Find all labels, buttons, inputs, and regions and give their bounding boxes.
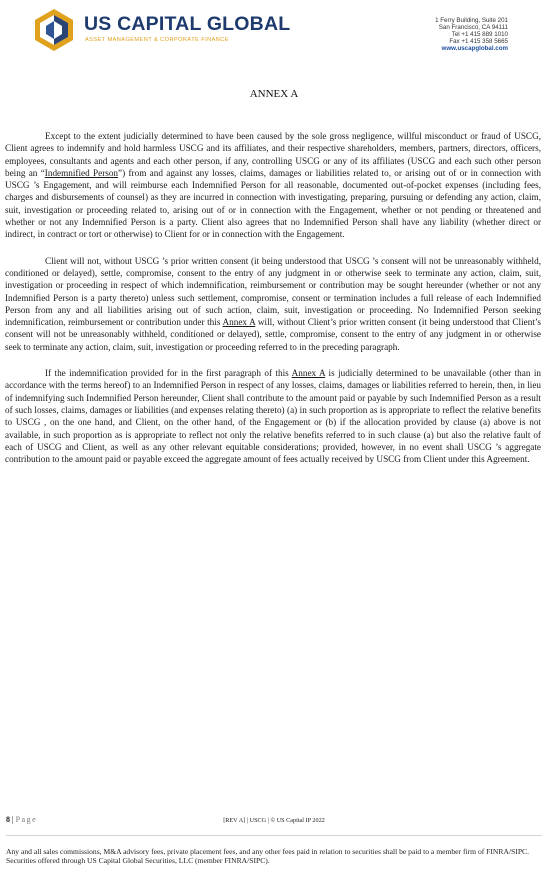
paragraph-text: ”) from and against any losses, claims, damages or liabilities related to, or arising out of or in connection with USCG ’s Engagement, and will reimburse each Indemnified Person for all reasonable, documented out-of-pocket expenses (including fees, charges and disbursements of counsel) as they are incurred in connection with investigating, preparing, pursuing or defending any action, claim, suit, investigation or proceeding related to, arising out of or in connection with the Engagement, whether or not pending or threatened and whether or not any Indemnified Person is a party. Client also agrees that no Indemnified Person shall have any liability (whether direct or indirect, in contract or tort or otherwise) to Client for or in connection with the Engagement. <box>5 167 541 240</box>
document-title: ANNEX A <box>249 88 299 100</box>
website-link[interactable]: www.uscapglobal.com <box>441 45 508 53</box>
address-line-1: 1 Ferry Building, Suite 201 <box>435 17 508 24</box>
address-fax: Fax +1 415 358 5665 <box>449 38 508 46</box>
brand-name: US CAPITAL GLOBAL <box>84 13 291 35</box>
footer-revision: [REV A] | USCG | © US Capital IP 2022 <box>223 817 325 824</box>
letterhead <box>0 0 548 70</box>
page-label: Page <box>15 815 38 824</box>
paragraph-settlement <box>5 255 541 353</box>
defined-term: Indemnified Person <box>44 167 119 178</box>
address-line-2: San Francisco, CA 94111 <box>438 24 508 32</box>
address-tel: Tel +1 415 889 1010 <box>451 31 508 39</box>
paragraph-text: Client will not, without USCG ’s prior written consent (it being understood that USCG ’s consent will not be unreasonably withheld, conditioned or delayed), settle, compromise, consent to the entry of any judgment in or otherwise seek to terminate any action, claim, suit, investigation or proceeding in respect of which indemnification, reimbursement or contribution may be sought hereunder (whether or not any Indemnified Person is a party thereto) unless such settlement, compromise, consent or termination includes a full release of each Indemnified Person from any and all liabilities arising out of such action, claim, suit, investigation or proceeding. No Indemnified Person seeking indemnification, reimbursement or contribution under this <box>5 255 541 328</box>
footer-disclaimer: Any and all sales commissions, M&A advisory fees, private placement fees, and any other fees paid in relation to securities shall be paid to a member firm of FINRA/SIPC. Securities offered through US Capital Global Securities, LLC (member FINRA/SIPC). <box>6 847 530 865</box>
defined-term: Annex A <box>291 368 326 379</box>
brand-tagline: ASSET MANAGEMENT & CORPORATE FINANCE <box>85 37 229 43</box>
paragraph-text: will, without Client’s prior written consent (it being understood that Client’s consent will not be unreasonably withheld, conditioned or delayed), settle, compromise, consent to the entry of any judgment in or otherwise seek to terminate any action, claim, suit, investigation or proceeding referred to in the preceding paragraph. <box>5 317 541 352</box>
page-separator: | <box>10 815 16 824</box>
hexagon-logo-icon <box>33 8 75 52</box>
footer-divider <box>6 835 542 836</box>
paragraph-text: is judicially determined to be unavailable (other than in accordance with the terms hereof) to an Indemnified Person in respect of any losses, claims, damages or liabilities referred to herein, then, in lieu of indemnifying such Indemnified Person hereunder, Client shall contribute to the amount paid or payable by such Indemnified Person as a result of such losses, claims, damages or liabilities (and expenses relating thereto) (a) in such proportion as is appropriate to reflect the relative benefits to USCG , on the one hand, and Client, on the other hand, of the Engagement or (b) if the allocation provided by clause (a) above is not available, in such proportion as is appropriate to reflect not only the relative benefits referred to in such clause (a) but also the relative fault of each of USCG and Client, as well as any other relevant equitable considerations; provided, however, in no event shall USCG ’s aggregate contribution to the amount paid or payable exceed the aggregate amount of fees actually received by USCG from Client under this Agreement. <box>5 368 541 465</box>
paragraph-indemnification <box>5 130 541 241</box>
paragraph-text: If the indemnification provided for in the first paragraph of this <box>45 368 292 379</box>
paragraph-contribution <box>5 367 541 465</box>
page-number: 8 <box>6 815 10 824</box>
defined-term: Annex A <box>222 317 256 328</box>
paragraph-text: Except to the extent judicially determined to have been caused by the sole gross negligence, willful misconduct or fraud of USCG, Client agrees to indemnify and hold harmless USCG and its affiliates, and their respective shareholders, members, partners, directors, officers, employees, consultants and agents and each other person, if any, controlling USCG or any of its affiliates (USCG and each such other person being an “ <box>5 131 541 178</box>
company-address <box>435 17 508 52</box>
document-body <box>5 130 541 479</box>
